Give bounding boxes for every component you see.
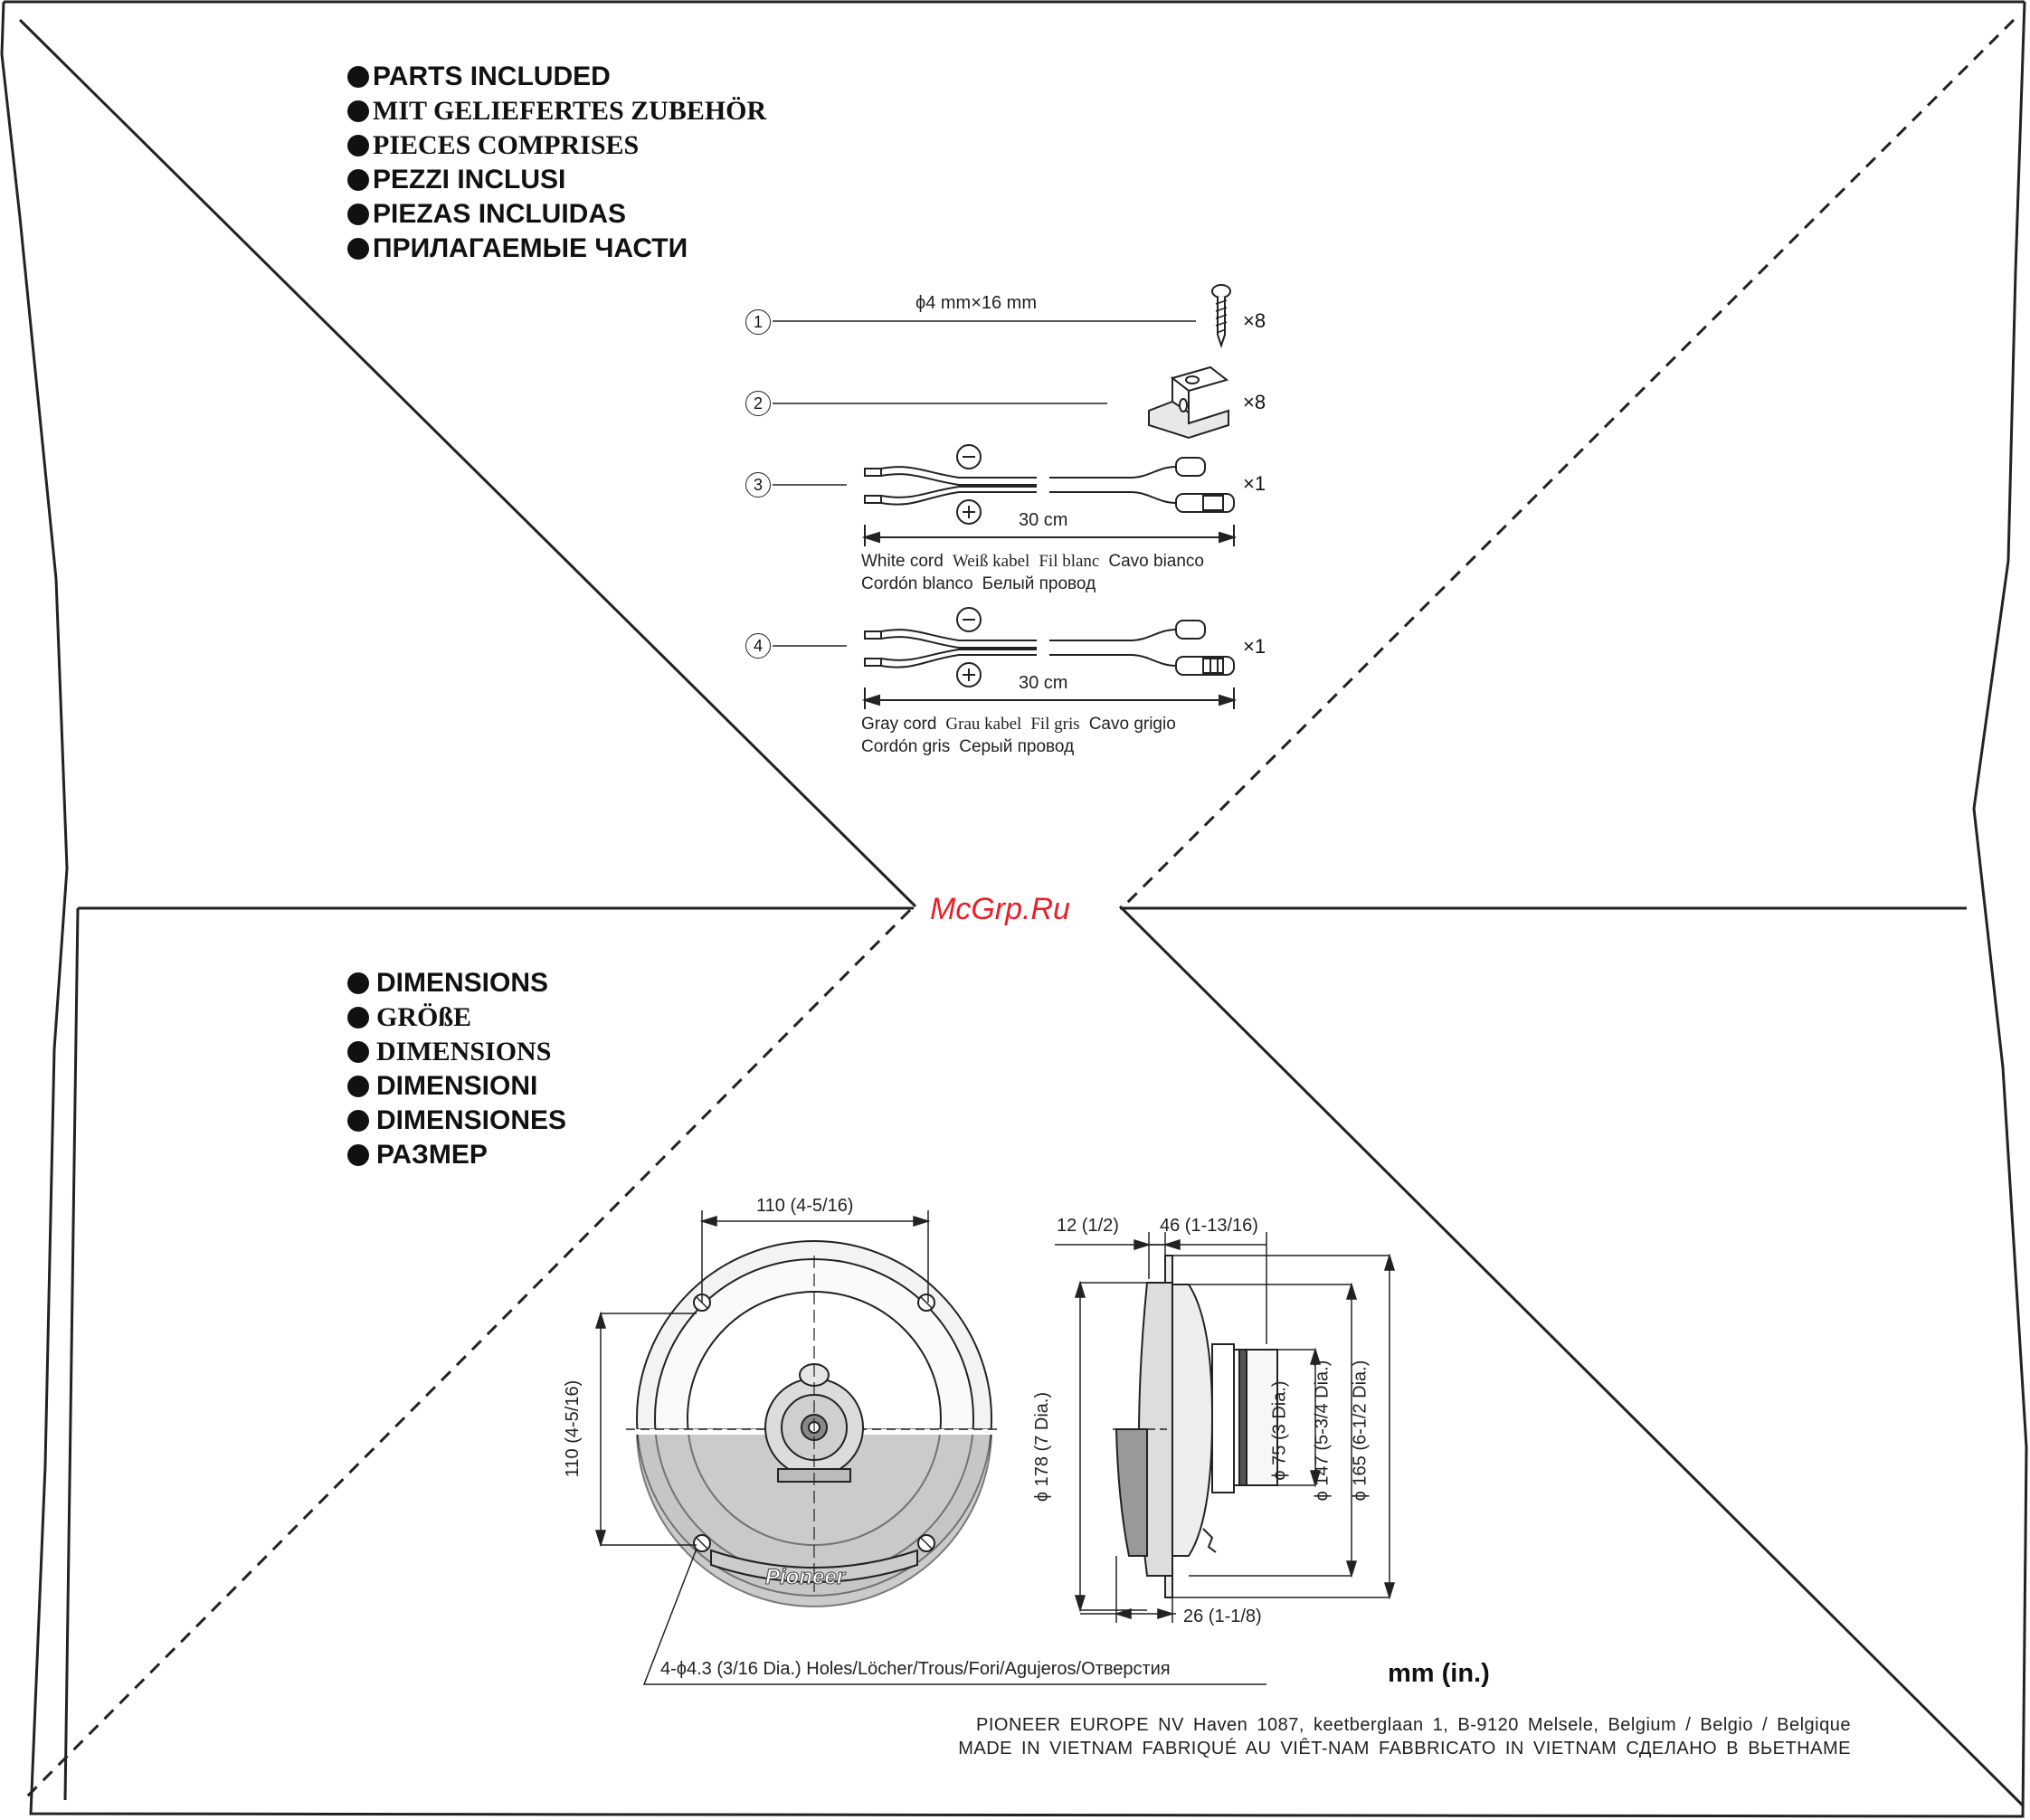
heading-text: PIEZAS INCLUIDAS: [373, 199, 627, 229]
footer-made-in: MADE IN VIETNAM FABRIQUÉ AU VIÊT-NAM FABBRICATO IN VIETNAM СДЕЛАНО В ВЬЕТНАМЕ: [958, 1739, 1851, 1758]
heading-text: GRÖßE: [376, 1002, 472, 1032]
bullet-icon: [347, 1144, 369, 1166]
speaker-side-view: [1113, 1256, 1277, 1597]
screw-qty: ×8: [1243, 309, 1266, 332]
side-147-label: ϕ 147 (5-3/4 Dia.): [1312, 1360, 1333, 1502]
bullet-icon: [347, 135, 369, 156]
white-cord-qty: ×1: [1243, 472, 1266, 495]
heading-text: DIMENSIONS: [376, 1037, 552, 1066]
bullet-icon: [347, 972, 369, 994]
heading-text: DIMENSIONS: [376, 968, 549, 998]
gray-cord-qty: ×1: [1243, 635, 1266, 658]
dimensions-headings: [347, 966, 566, 1172]
side-178-label: ϕ 178 (7 Dia.): [1032, 1391, 1053, 1502]
front-height-label: 110 (4-5/16): [563, 1379, 583, 1478]
heading-line: [347, 1035, 566, 1069]
heading-line: [347, 966, 566, 1000]
caption-fr: Fil gris: [1030, 715, 1080, 734]
bullet-icon: [347, 204, 369, 225]
heading-text: DIMENSIONI: [376, 1071, 538, 1101]
side-46-label: 46 (1-13/16): [1160, 1216, 1258, 1236]
bullet-icon: [347, 238, 369, 260]
bracket-drawing: [1149, 367, 1228, 438]
parts-included-headings: [347, 60, 766, 266]
heading-line: [347, 1000, 566, 1035]
heading-text: PEZZI INCLUSI: [373, 165, 566, 194]
heading-line: [347, 197, 766, 232]
side-165-label: ϕ 165 (6-1/2 Dia.): [1350, 1360, 1371, 1502]
heading-line: [347, 232, 766, 266]
heading-text: РАЗМЕР: [376, 1140, 488, 1170]
caption-fr: Fil blanc: [1039, 552, 1100, 571]
bullet-icon: [347, 1041, 369, 1063]
heading-line: [347, 1069, 566, 1104]
side-12-label: 12 (1/2): [1057, 1216, 1119, 1236]
bullet-icon: [347, 100, 369, 122]
heading-line: [347, 94, 766, 128]
speaker-front-view: [626, 1241, 1002, 1607]
side-75-label: ϕ 75 (3 Dia.): [1269, 1380, 1290, 1481]
side-26-label: 26 (1-1/8): [1183, 1607, 1262, 1626]
caption-ru: Белый провод: [982, 574, 1096, 593]
part-number-3: 3: [745, 472, 771, 498]
part-number-2: 2: [745, 391, 771, 416]
heading-line: [347, 163, 766, 197]
caption-es: Cordón blanco: [861, 574, 973, 593]
bullet-icon: [347, 66, 369, 88]
caption-en: White cord: [861, 552, 944, 571]
caption-it: Cavo bianco: [1108, 552, 1204, 571]
fold-left-vertical: [65, 908, 78, 1800]
part-number-1: 1: [745, 309, 771, 335]
caption-de: Grau kabel: [945, 715, 1022, 734]
heading-text: MIT GELIEFERTES ZUBEHÖR: [373, 96, 767, 126]
caption-en: Gray cord: [861, 715, 937, 734]
caption-line: [861, 713, 1185, 735]
caption-de: Weiß kabel: [952, 552, 1030, 571]
bullet-icon: [347, 1110, 369, 1132]
heading-line: [347, 128, 766, 163]
bullet-icon: [347, 1076, 369, 1097]
caption-line: [861, 735, 1185, 758]
heading-text: PIECES COMPRISES: [373, 130, 640, 160]
fold-dashed-upper-right: [1125, 20, 2014, 905]
bracket-qty: ×8: [1243, 391, 1266, 413]
gray-cord-caption: [861, 713, 1185, 758]
part-number-4: 4: [745, 633, 771, 659]
pioneer-logo: Pioneer: [765, 1565, 846, 1589]
footer-address: PIONEER EUROPE NV Haven 1087, keetberglaan 1, B-9120 Melsele, Belgium / Belgio / Belgique: [976, 1715, 1851, 1735]
caption-it: Cavo grigio: [1088, 715, 1176, 734]
bullet-icon: [347, 1007, 369, 1028]
screw-size-label: ϕ4 mm×16 mm: [915, 293, 1038, 313]
heading-line: [347, 1104, 566, 1138]
caption-es: Cordón gris: [861, 737, 951, 756]
bullet-icon: [347, 169, 369, 191]
caption-ru: Серый провод: [959, 737, 1075, 756]
white-cord-caption: [861, 550, 1213, 595]
watermark: McGrp.Ru: [930, 892, 1070, 926]
screw-drawing: [1212, 285, 1230, 346]
heading-text: ПРИЛАГАЕМЫЕ ЧАСТИ: [373, 233, 688, 263]
holes-label: 4-ϕ4.3 (3/16 Dia.) Holes/Löcher/Trous/Fori/Agujeros/Отверстия: [660, 1659, 1171, 1679]
heading-text: PARTS INCLUDED: [373, 62, 611, 91]
caption-line: [861, 550, 1213, 573]
front-width-label: 110 (4-5/16): [756, 1196, 854, 1216]
unit-label: mm (in.): [1388, 1659, 1490, 1688]
heading-line: [347, 1138, 566, 1172]
white-cord-length: 30 cm: [1019, 510, 1068, 530]
gray-cord-length: 30 cm: [1019, 673, 1068, 693]
heading-text: DIMENSIONES: [376, 1105, 567, 1135]
caption-line: [861, 573, 1213, 595]
heading-line: [347, 60, 766, 94]
